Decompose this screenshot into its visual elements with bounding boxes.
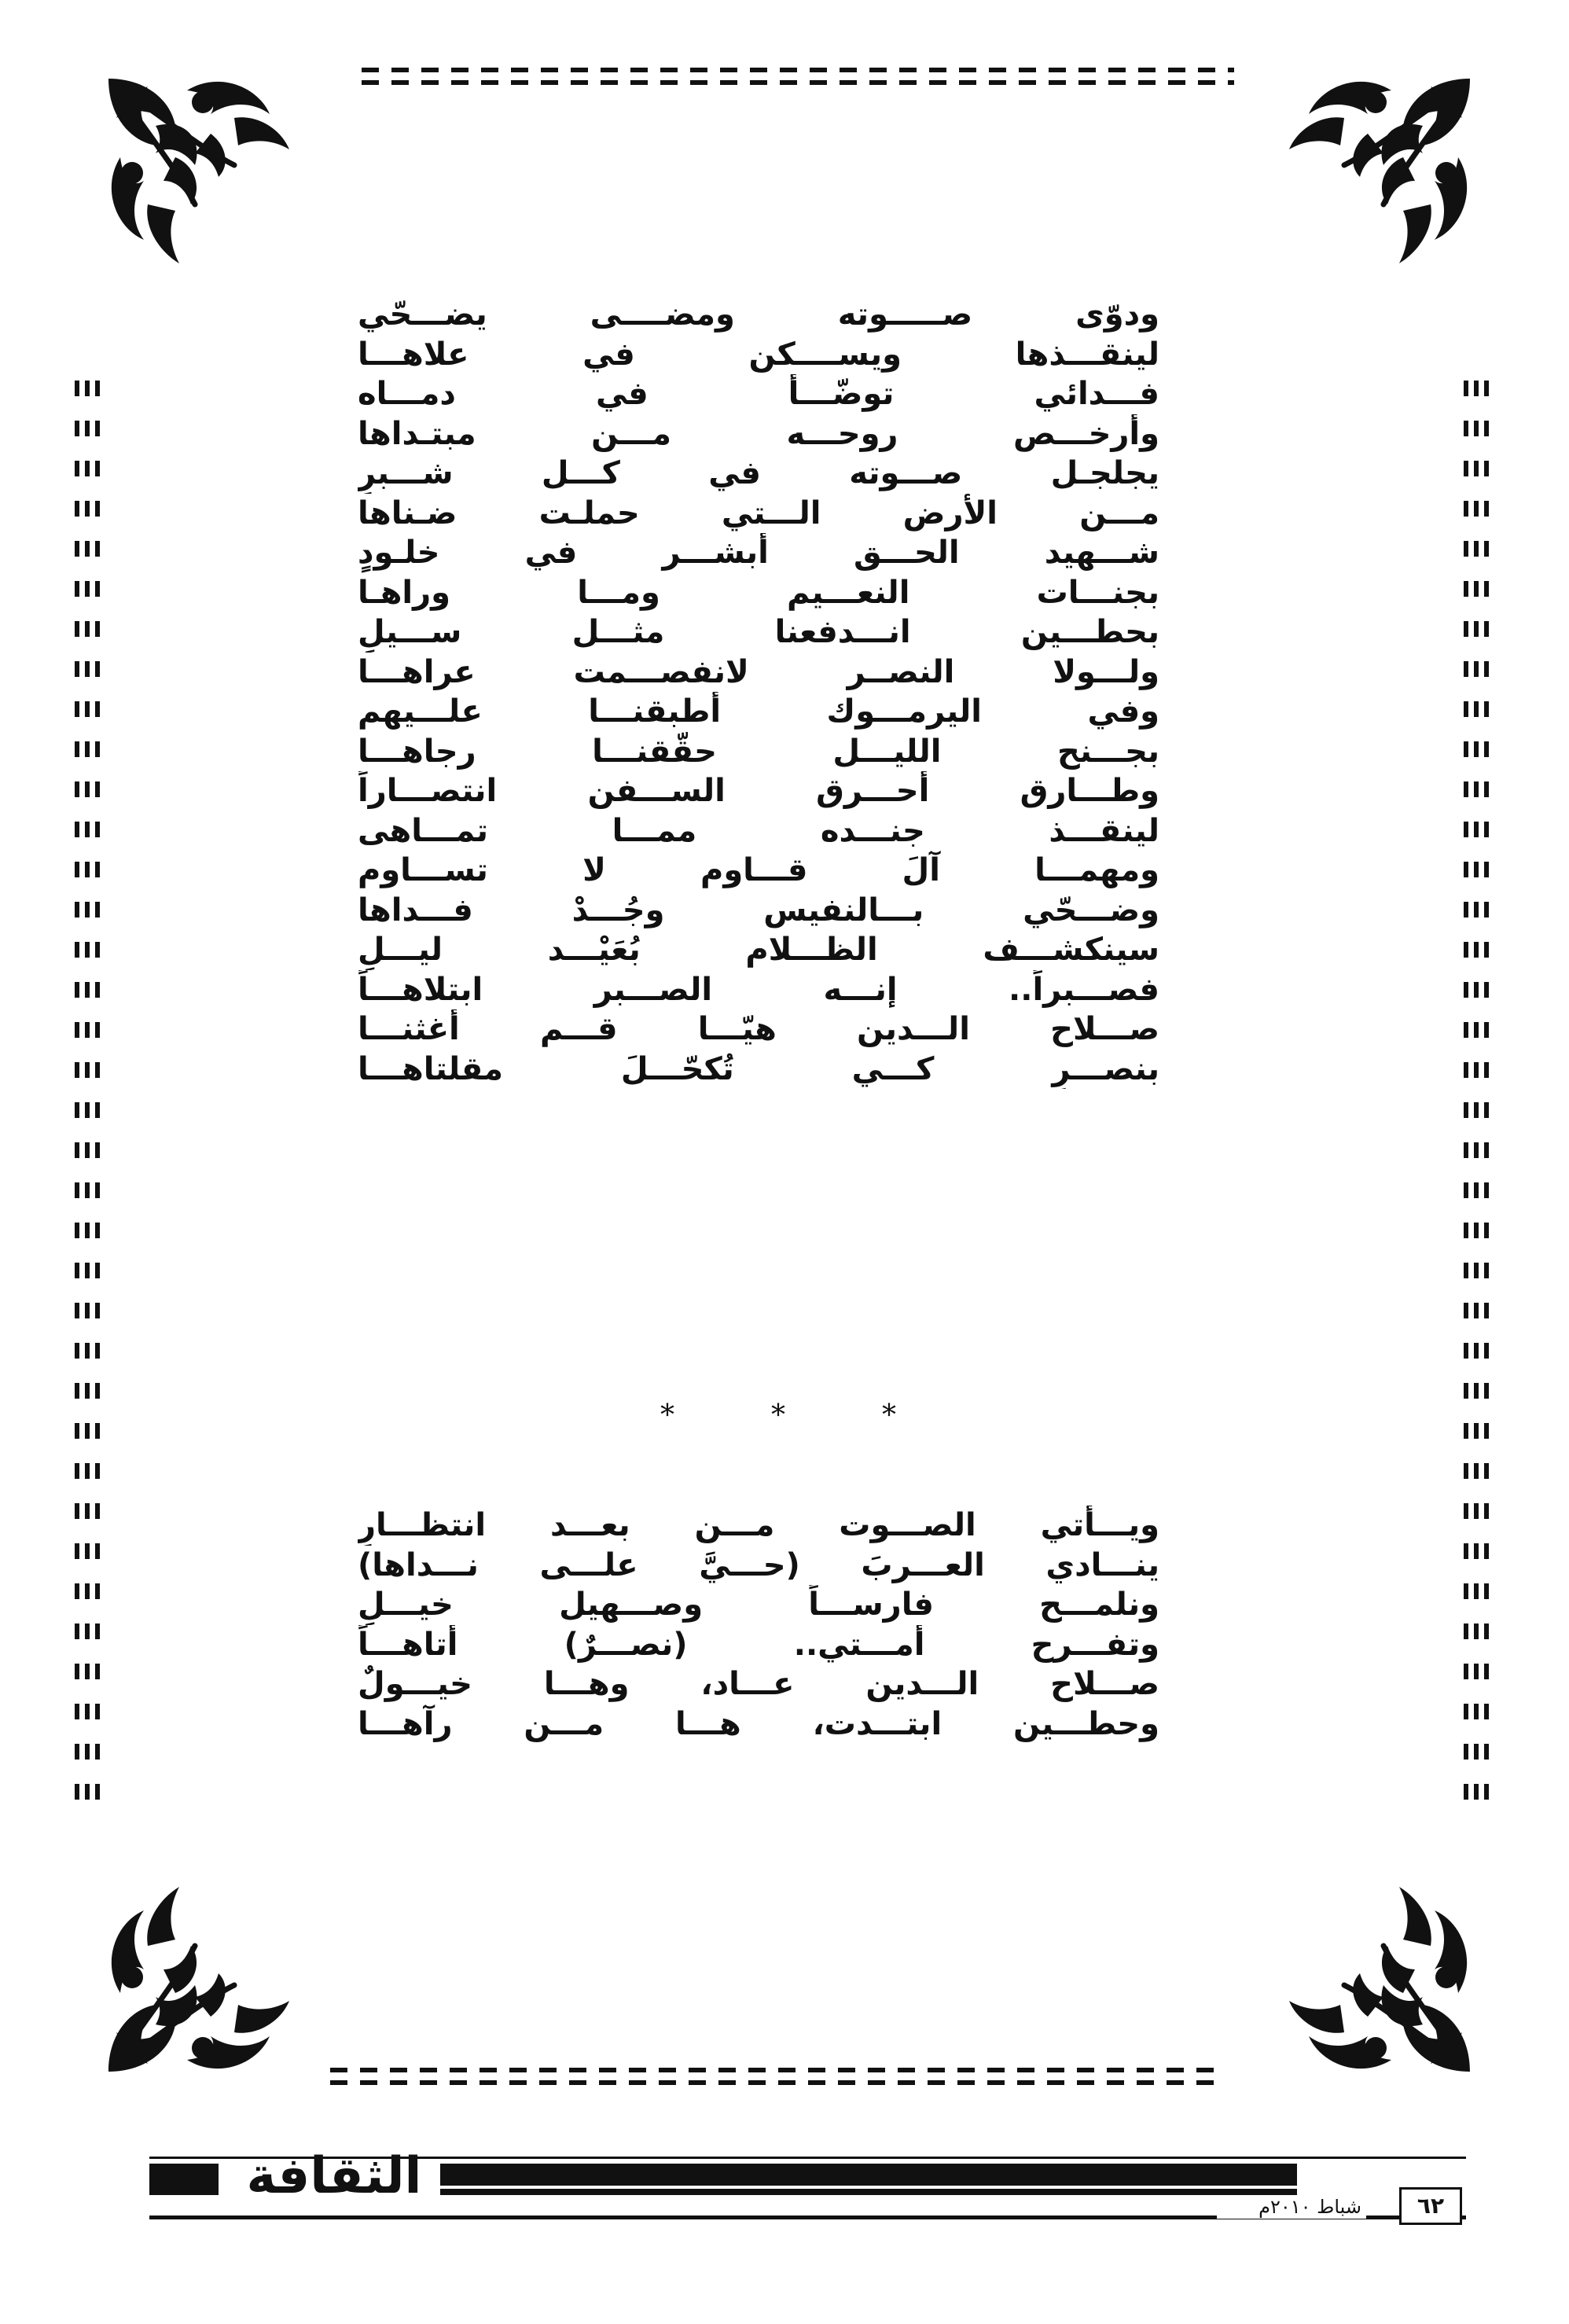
poem-verse: بجـــنح الليـــل حقّقنـــا رجاهـــا [358, 733, 1159, 770]
poem-verse: ونلمـــح فارســـاً وصـــهيل خيـــلٍ [358, 1587, 1159, 1623]
poem-stanza-2 [358, 1506, 1159, 1744]
poem-verse: بجنـــات النعـــيم ومـــا وراهـا [358, 574, 1159, 611]
right-border-marks [1464, 370, 1490, 1800]
stanza-separator [660, 1399, 896, 1431]
poem-verse: بنصـــرٍ كـــي تُكحّـــلَ مقلتاهـــا [358, 1050, 1159, 1087]
footer-thin-bar [440, 2189, 1297, 2195]
poem-verse: لينقـــذها ويســــكن في علاهـــا [358, 336, 1159, 373]
poem-verse: فصـــبراً.. إنـــه الصـــبر ابتلاهـــاً [358, 971, 1159, 1008]
poem-verse: يجلجـل صـــوته في كـــل شـــبرٍ [358, 455, 1159, 491]
poem-verse: وحطـــين ابتـــدت، هـــا مـــن رآهـــا [358, 1705, 1159, 1742]
footer-block [149, 2164, 219, 2195]
poem-verse: وفي اليرمـــوك أطبقنـــا علـــيهم [358, 693, 1159, 730]
floral-corner-ornament-icon [1273, 71, 1478, 283]
floral-corner-ornament-icon [1273, 1867, 1478, 2079]
poem-verse: لينقـــذ جنـــده ممـــا تمـــاهى [358, 812, 1159, 849]
poem-verse: فـــدائي توضّـــأ في دمـــاه [358, 376, 1159, 412]
bottom-dashed-rule [330, 2068, 1226, 2085]
footer-thick-bar [440, 2164, 1297, 2186]
issue-date: شباط ٢٠١٠م [1217, 2195, 1366, 2219]
left-border-marks [75, 370, 101, 1800]
poem-verse: وأرخـــص روحـــه مـــن مبتـداها [358, 415, 1159, 452]
poem-verse: بحطـــين انـــدفعنا مثـــل ســـيلٍ [358, 614, 1159, 650]
poem-verse: سينكشـــف الظـــلام بُعَيْـــد ليـــلٍ [358, 932, 1159, 968]
poem-stanza-1 [358, 295, 1159, 1089]
poem-verse: وطـــارق أحـــرق الســـفن انتصـــاراً [358, 773, 1159, 809]
poem-verse: صـــلاح الـــدين هيّـــا قـــم أغثنـــا [358, 1011, 1159, 1047]
separator-star: * [660, 1399, 674, 1432]
poem-verse: ويـــأتي الصـــوت مـــن بعـــد انتظـــارٍ [358, 1507, 1159, 1543]
poem-verse: صـــلاح الـــدين عـــاد، وهـــا خيـــولٌ [358, 1666, 1159, 1702]
magazine-logo: الثقافة [246, 2147, 422, 2205]
floral-corner-ornament-icon [101, 1867, 305, 2079]
poem-verse: وضـــحّي بـــالنفيس وجُـــدْ فـــداها [358, 892, 1159, 928]
top-dashed-rule [362, 68, 1234, 85]
poem-verse: وتفـــرح أمـــتي.. (نصـــرٌ) أتاهـــاً [358, 1626, 1159, 1663]
poem-verse: ومهمـــا آلَ قـــاوم لا تســـاوم [358, 852, 1159, 888]
page-number: ٦٢ [1399, 2187, 1462, 2225]
poem-verse: ودوّى صـــــوته ومضــــى يضـــحّي [358, 296, 1159, 333]
poem-verse: مـــن الأرض الـــتي حملـت ضـناها [358, 495, 1159, 531]
poem-verse: ينـــادي العـــربَ (حـــيَّ علـــى نـــداها) [358, 1546, 1159, 1583]
poem-verse: ولـــولا النصــر لانفصـــمت عراهـــا [358, 653, 1159, 690]
floral-corner-ornament-icon [101, 71, 305, 283]
separator-star: * [771, 1399, 785, 1432]
separator-star: * [882, 1399, 896, 1432]
poem-verse: شـــهيد الحـــق أبشـــر في خلـودٍ [358, 535, 1159, 571]
